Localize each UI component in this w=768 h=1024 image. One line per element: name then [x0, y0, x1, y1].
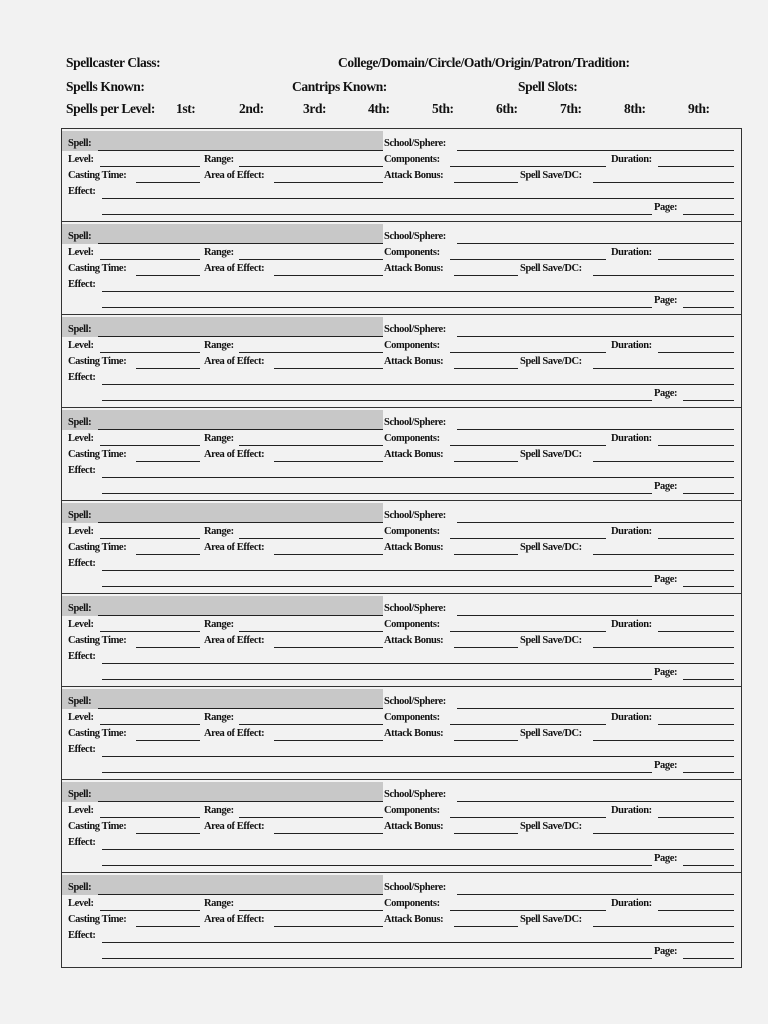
page-label: Page:	[654, 481, 678, 492]
spell-card	[62, 873, 741, 966]
spell-cards	[61, 128, 742, 968]
area-of-effect-field[interactable]	[204, 541, 383, 555]
attack-bonus-label: Attack Bonus:	[384, 635, 444, 646]
spell-label: Spell:	[68, 603, 92, 614]
school-label: School/Sphere:	[384, 417, 446, 428]
spell-save-dc-label: Spell Save/DC:	[520, 635, 582, 646]
school-field[interactable]	[384, 602, 734, 616]
components-label: Components:	[384, 154, 440, 165]
school-field[interactable]	[384, 230, 734, 244]
casting-time-field[interactable]	[68, 262, 200, 276]
page-label: Page:	[654, 667, 678, 678]
page-label: Page:	[654, 574, 678, 585]
attack-bonus-field[interactable]	[384, 820, 518, 834]
effect-field[interactable]	[68, 743, 734, 757]
casting-time-label: Casting Time:	[68, 635, 127, 646]
duration-field[interactable]	[611, 618, 734, 632]
spell-label: Spell:	[68, 138, 92, 149]
duration-label: Duration:	[611, 712, 652, 723]
spell-label: Spell:	[68, 510, 92, 521]
components-field[interactable]	[384, 525, 606, 539]
spell-save-dc-field[interactable]	[520, 913, 734, 927]
components-label: Components:	[384, 433, 440, 444]
effect-label: Effect:	[68, 558, 96, 569]
level-field[interactable]	[68, 339, 200, 353]
spell-name-field[interactable]	[68, 509, 383, 523]
school-field[interactable]	[384, 881, 734, 895]
casting-time-field[interactable]	[68, 541, 200, 555]
effect-line-2[interactable]	[102, 480, 652, 494]
range-label: Range:	[204, 805, 234, 816]
level-label: Level:	[68, 433, 94, 444]
duration-label: Duration:	[611, 433, 652, 444]
components-field[interactable]	[384, 804, 606, 818]
area-of-effect-field[interactable]	[204, 355, 383, 369]
spells-known-label: Spells Known:	[66, 79, 145, 94]
school-label: School/Sphere:	[384, 603, 446, 614]
page-field[interactable]	[654, 387, 734, 401]
level-label: Level:	[68, 619, 94, 630]
spell-card	[62, 780, 741, 873]
attack-bonus-field[interactable]	[384, 448, 518, 462]
effect-field[interactable]	[68, 464, 734, 478]
spell-card	[62, 315, 741, 408]
duration-label: Duration:	[611, 526, 652, 537]
range-label: Range:	[204, 154, 234, 165]
level-field[interactable]	[68, 525, 200, 539]
casting-time-field[interactable]	[68, 448, 200, 462]
casting-time-label: Casting Time:	[68, 728, 127, 739]
range-label: Range:	[204, 433, 234, 444]
page-label: Page:	[654, 202, 678, 213]
spell-save-dc-label: Spell Save/DC:	[520, 170, 582, 181]
page-field[interactable]	[654, 294, 734, 308]
level-field[interactable]	[68, 246, 200, 260]
level-label: Level:	[68, 712, 94, 723]
duration-field[interactable]	[611, 153, 734, 167]
spell-save-dc-field[interactable]	[520, 820, 734, 834]
area-of-effect-field[interactable]	[204, 727, 383, 741]
spell-name-field[interactable]	[68, 788, 383, 802]
spell-save-dc-field[interactable]	[520, 448, 734, 462]
effect-line-2[interactable]	[102, 387, 652, 401]
components-field[interactable]	[384, 711, 606, 725]
range-field[interactable]	[204, 339, 383, 353]
attack-bonus-field[interactable]	[384, 634, 518, 648]
range-field[interactable]	[204, 711, 383, 725]
spell-name-field[interactable]	[68, 323, 383, 337]
attack-bonus-label: Attack Bonus:	[384, 728, 444, 739]
spell-save-dc-field[interactable]	[520, 355, 734, 369]
duration-label: Duration:	[611, 898, 652, 909]
level-9-label: 9th:	[688, 101, 710, 116]
effect-label: Effect:	[68, 186, 96, 197]
school-field[interactable]	[384, 416, 734, 430]
area-of-effect-label: Area of Effect:	[204, 914, 265, 925]
spell-save-dc-label: Spell Save/DC:	[520, 728, 582, 739]
range-label: Range:	[204, 247, 234, 258]
casting-time-field[interactable]	[68, 727, 200, 741]
area-of-effect-field[interactable]	[204, 820, 383, 834]
page-label: Page:	[654, 388, 678, 399]
spell-save-dc-field[interactable]	[520, 541, 734, 555]
spell-card	[62, 501, 741, 594]
spell-slots-label: Spell Slots:	[518, 79, 578, 94]
area-of-effect-field[interactable]	[204, 448, 383, 462]
school-field[interactable]	[384, 788, 734, 802]
components-label: Components:	[384, 247, 440, 258]
attack-bonus-field[interactable]	[384, 913, 518, 927]
subclass-label: College/Domain/Circle/Oath/Origin/Patron/Tradition:	[338, 55, 630, 70]
level-field[interactable]	[68, 153, 200, 167]
spell-label: Spell:	[68, 696, 92, 707]
school-field[interactable]	[384, 695, 734, 709]
spell-name-field[interactable]	[68, 230, 383, 244]
attack-bonus-field[interactable]	[384, 262, 518, 276]
duration-label: Duration:	[611, 247, 652, 258]
area-of-effect-field[interactable]	[204, 634, 383, 648]
level-4-label: 4th:	[368, 101, 390, 116]
components-label: Components:	[384, 619, 440, 630]
duration-label: Duration:	[611, 805, 652, 816]
effect-line-2[interactable]	[102, 201, 652, 215]
casting-time-label: Casting Time:	[68, 542, 127, 553]
effect-line-2[interactable]	[102, 945, 652, 959]
level-1-label: 1st:	[176, 101, 196, 116]
school-label: School/Sphere:	[384, 138, 446, 149]
spell-name-field[interactable]	[68, 695, 383, 709]
page-field[interactable]	[654, 201, 734, 215]
spell-save-dc-field[interactable]	[520, 634, 734, 648]
attack-bonus-field[interactable]	[384, 541, 518, 555]
school-label: School/Sphere:	[384, 510, 446, 521]
level-field[interactable]	[68, 618, 200, 632]
school-label: School/Sphere:	[384, 882, 446, 893]
range-field[interactable]	[204, 618, 383, 632]
level-label: Level:	[68, 247, 94, 258]
components-field[interactable]	[384, 897, 606, 911]
components-field[interactable]	[384, 618, 606, 632]
area-of-effect-label: Area of Effect:	[204, 263, 265, 274]
level-field[interactable]	[68, 897, 200, 911]
spell-card	[62, 687, 741, 780]
effect-field[interactable]	[68, 650, 734, 664]
area-of-effect-label: Area of Effect:	[204, 728, 265, 739]
spell-name-field[interactable]	[68, 137, 383, 151]
casting-time-label: Casting Time:	[68, 170, 127, 181]
area-of-effect-field[interactable]	[204, 169, 383, 183]
range-label: Range:	[204, 526, 234, 537]
duration-label: Duration:	[611, 619, 652, 630]
page-field[interactable]	[654, 666, 734, 680]
effect-label: Effect:	[68, 465, 96, 476]
level-label: Level:	[68, 526, 94, 537]
attack-bonus-label: Attack Bonus:	[384, 914, 444, 925]
area-of-effect-field[interactable]	[204, 262, 383, 276]
range-field[interactable]	[204, 525, 383, 539]
spell-save-dc-field[interactable]	[520, 262, 734, 276]
area-of-effect-label: Area of Effect:	[204, 542, 265, 553]
level-label: Level:	[68, 805, 94, 816]
level-6-label: 6th:	[496, 101, 518, 116]
area-of-effect-label: Area of Effect:	[204, 449, 265, 460]
effect-field[interactable]	[68, 278, 734, 292]
attack-bonus-label: Attack Bonus:	[384, 821, 444, 832]
casting-time-field[interactable]	[68, 820, 200, 834]
range-label: Range:	[204, 340, 234, 351]
attack-bonus-field[interactable]	[384, 727, 518, 741]
range-label: Range:	[204, 898, 234, 909]
attack-bonus-field[interactable]	[384, 355, 518, 369]
effect-label: Effect:	[68, 930, 96, 941]
attack-bonus-label: Attack Bonus:	[384, 449, 444, 460]
school-field[interactable]	[384, 509, 734, 523]
level-8-label: 8th:	[624, 101, 646, 116]
spell-card	[62, 129, 741, 222]
level-field[interactable]	[68, 804, 200, 818]
spell-save-dc-label: Spell Save/DC:	[520, 821, 582, 832]
spell-save-dc-label: Spell Save/DC:	[520, 356, 582, 367]
range-field[interactable]	[204, 153, 383, 167]
attack-bonus-label: Attack Bonus:	[384, 542, 444, 553]
level-2-label: 2nd:	[239, 101, 264, 116]
casting-time-label: Casting Time:	[68, 821, 127, 832]
components-field[interactable]	[384, 339, 606, 353]
spell-save-dc-field[interactable]	[520, 727, 734, 741]
range-field[interactable]	[204, 897, 383, 911]
casting-time-label: Casting Time:	[68, 449, 127, 460]
effect-field[interactable]	[68, 185, 734, 199]
effect-field[interactable]	[68, 371, 734, 385]
casting-time-field[interactable]	[68, 913, 200, 927]
effect-label: Effect:	[68, 837, 96, 848]
area-of-effect-label: Area of Effect:	[204, 821, 265, 832]
spell-label: Spell:	[68, 417, 92, 428]
range-field[interactable]	[204, 804, 383, 818]
duration-label: Duration:	[611, 154, 652, 165]
spell-save-dc-label: Spell Save/DC:	[520, 449, 582, 460]
spell-card	[62, 222, 741, 315]
spell-label: Spell:	[68, 882, 92, 893]
components-field[interactable]	[384, 432, 606, 446]
level-label: Level:	[68, 340, 94, 351]
duration-field[interactable]	[611, 804, 734, 818]
school-label: School/Sphere:	[384, 231, 446, 242]
spell-label: Spell:	[68, 231, 92, 242]
duration-field[interactable]	[611, 339, 734, 353]
range-field[interactable]	[204, 246, 383, 260]
attack-bonus-field[interactable]	[384, 169, 518, 183]
level-5-label: 5th:	[432, 101, 454, 116]
spells-per-level-label: Spells per Level:	[66, 101, 155, 116]
effect-label: Effect:	[68, 279, 96, 290]
components-label: Components:	[384, 340, 440, 351]
area-of-effect-label: Area of Effect:	[204, 356, 265, 367]
spell-save-dc-label: Spell Save/DC:	[520, 263, 582, 274]
attack-bonus-label: Attack Bonus:	[384, 356, 444, 367]
school-label: School/Sphere:	[384, 789, 446, 800]
attack-bonus-label: Attack Bonus:	[384, 263, 444, 274]
spell-label: Spell:	[68, 789, 92, 800]
duration-field[interactable]	[611, 246, 734, 260]
spell-save-dc-field[interactable]	[520, 169, 734, 183]
spell-name-field[interactable]	[68, 602, 383, 616]
effect-line-2[interactable]	[102, 666, 652, 680]
spell-save-dc-label: Spell Save/DC:	[520, 914, 582, 925]
effect-label: Effect:	[68, 744, 96, 755]
page-field[interactable]	[654, 573, 734, 587]
casting-time-label: Casting Time:	[68, 263, 127, 274]
range-field[interactable]	[204, 432, 383, 446]
page-label: Page:	[654, 295, 678, 306]
duration-field[interactable]	[611, 525, 734, 539]
level-3-label: 3rd:	[303, 101, 327, 116]
area-of-effect-label: Area of Effect:	[204, 170, 265, 181]
duration-label: Duration:	[611, 340, 652, 351]
effect-field[interactable]	[68, 557, 734, 571]
casting-time-field[interactable]	[68, 169, 200, 183]
effect-line-2[interactable]	[102, 573, 652, 587]
level-7-label: 7th:	[560, 101, 582, 116]
duration-field[interactable]	[611, 897, 734, 911]
area-of-effect-field[interactable]	[204, 913, 383, 927]
spellcaster-class-label: Spellcaster Class:	[66, 55, 161, 70]
spell-name-field[interactable]	[68, 881, 383, 895]
spell-card	[62, 594, 741, 687]
page-field[interactable]	[654, 480, 734, 494]
effect-field[interactable]	[68, 929, 734, 943]
casting-time-label: Casting Time:	[68, 356, 127, 367]
attack-bonus-label: Attack Bonus:	[384, 170, 444, 181]
spell-name-field[interactable]	[68, 416, 383, 430]
page-label: Page:	[654, 946, 678, 957]
level-label: Level:	[68, 898, 94, 909]
level-field[interactable]	[68, 432, 200, 446]
effect-label: Effect:	[68, 651, 96, 662]
level-field[interactable]	[68, 711, 200, 725]
school-label: School/Sphere:	[384, 324, 446, 335]
spell-card	[62, 408, 741, 501]
duration-field[interactable]	[611, 432, 734, 446]
effect-line-2[interactable]	[102, 294, 652, 308]
page-field[interactable]	[654, 852, 734, 866]
effect-line-2[interactable]	[102, 852, 652, 866]
components-label: Components:	[384, 526, 440, 537]
effect-field[interactable]	[68, 836, 734, 850]
page-field[interactable]	[654, 759, 734, 773]
school-field[interactable]	[384, 323, 734, 337]
components-field[interactable]	[384, 246, 606, 260]
area-of-effect-label: Area of Effect:	[204, 635, 265, 646]
duration-field[interactable]	[611, 711, 734, 725]
components-label: Components:	[384, 712, 440, 723]
cantrips-known-label: Cantrips Known:	[292, 79, 387, 94]
range-label: Range:	[204, 619, 234, 630]
page-label: Page:	[654, 760, 678, 771]
effect-label: Effect:	[68, 372, 96, 383]
spell-save-dc-label: Spell Save/DC:	[520, 542, 582, 553]
school-field[interactable]	[384, 137, 734, 151]
level-label: Level:	[68, 154, 94, 165]
effect-line-2[interactable]	[102, 759, 652, 773]
page-field[interactable]	[654, 945, 734, 959]
page-label: Page:	[654, 853, 678, 864]
school-label: School/Sphere:	[384, 696, 446, 707]
casting-time-field[interactable]	[68, 634, 200, 648]
range-label: Range:	[204, 712, 234, 723]
casting-time-label: Casting Time:	[68, 914, 127, 925]
components-label: Components:	[384, 898, 440, 909]
components-label: Components:	[384, 805, 440, 816]
spell-label: Spell:	[68, 324, 92, 335]
components-field[interactable]	[384, 153, 606, 167]
casting-time-field[interactable]	[68, 355, 200, 369]
